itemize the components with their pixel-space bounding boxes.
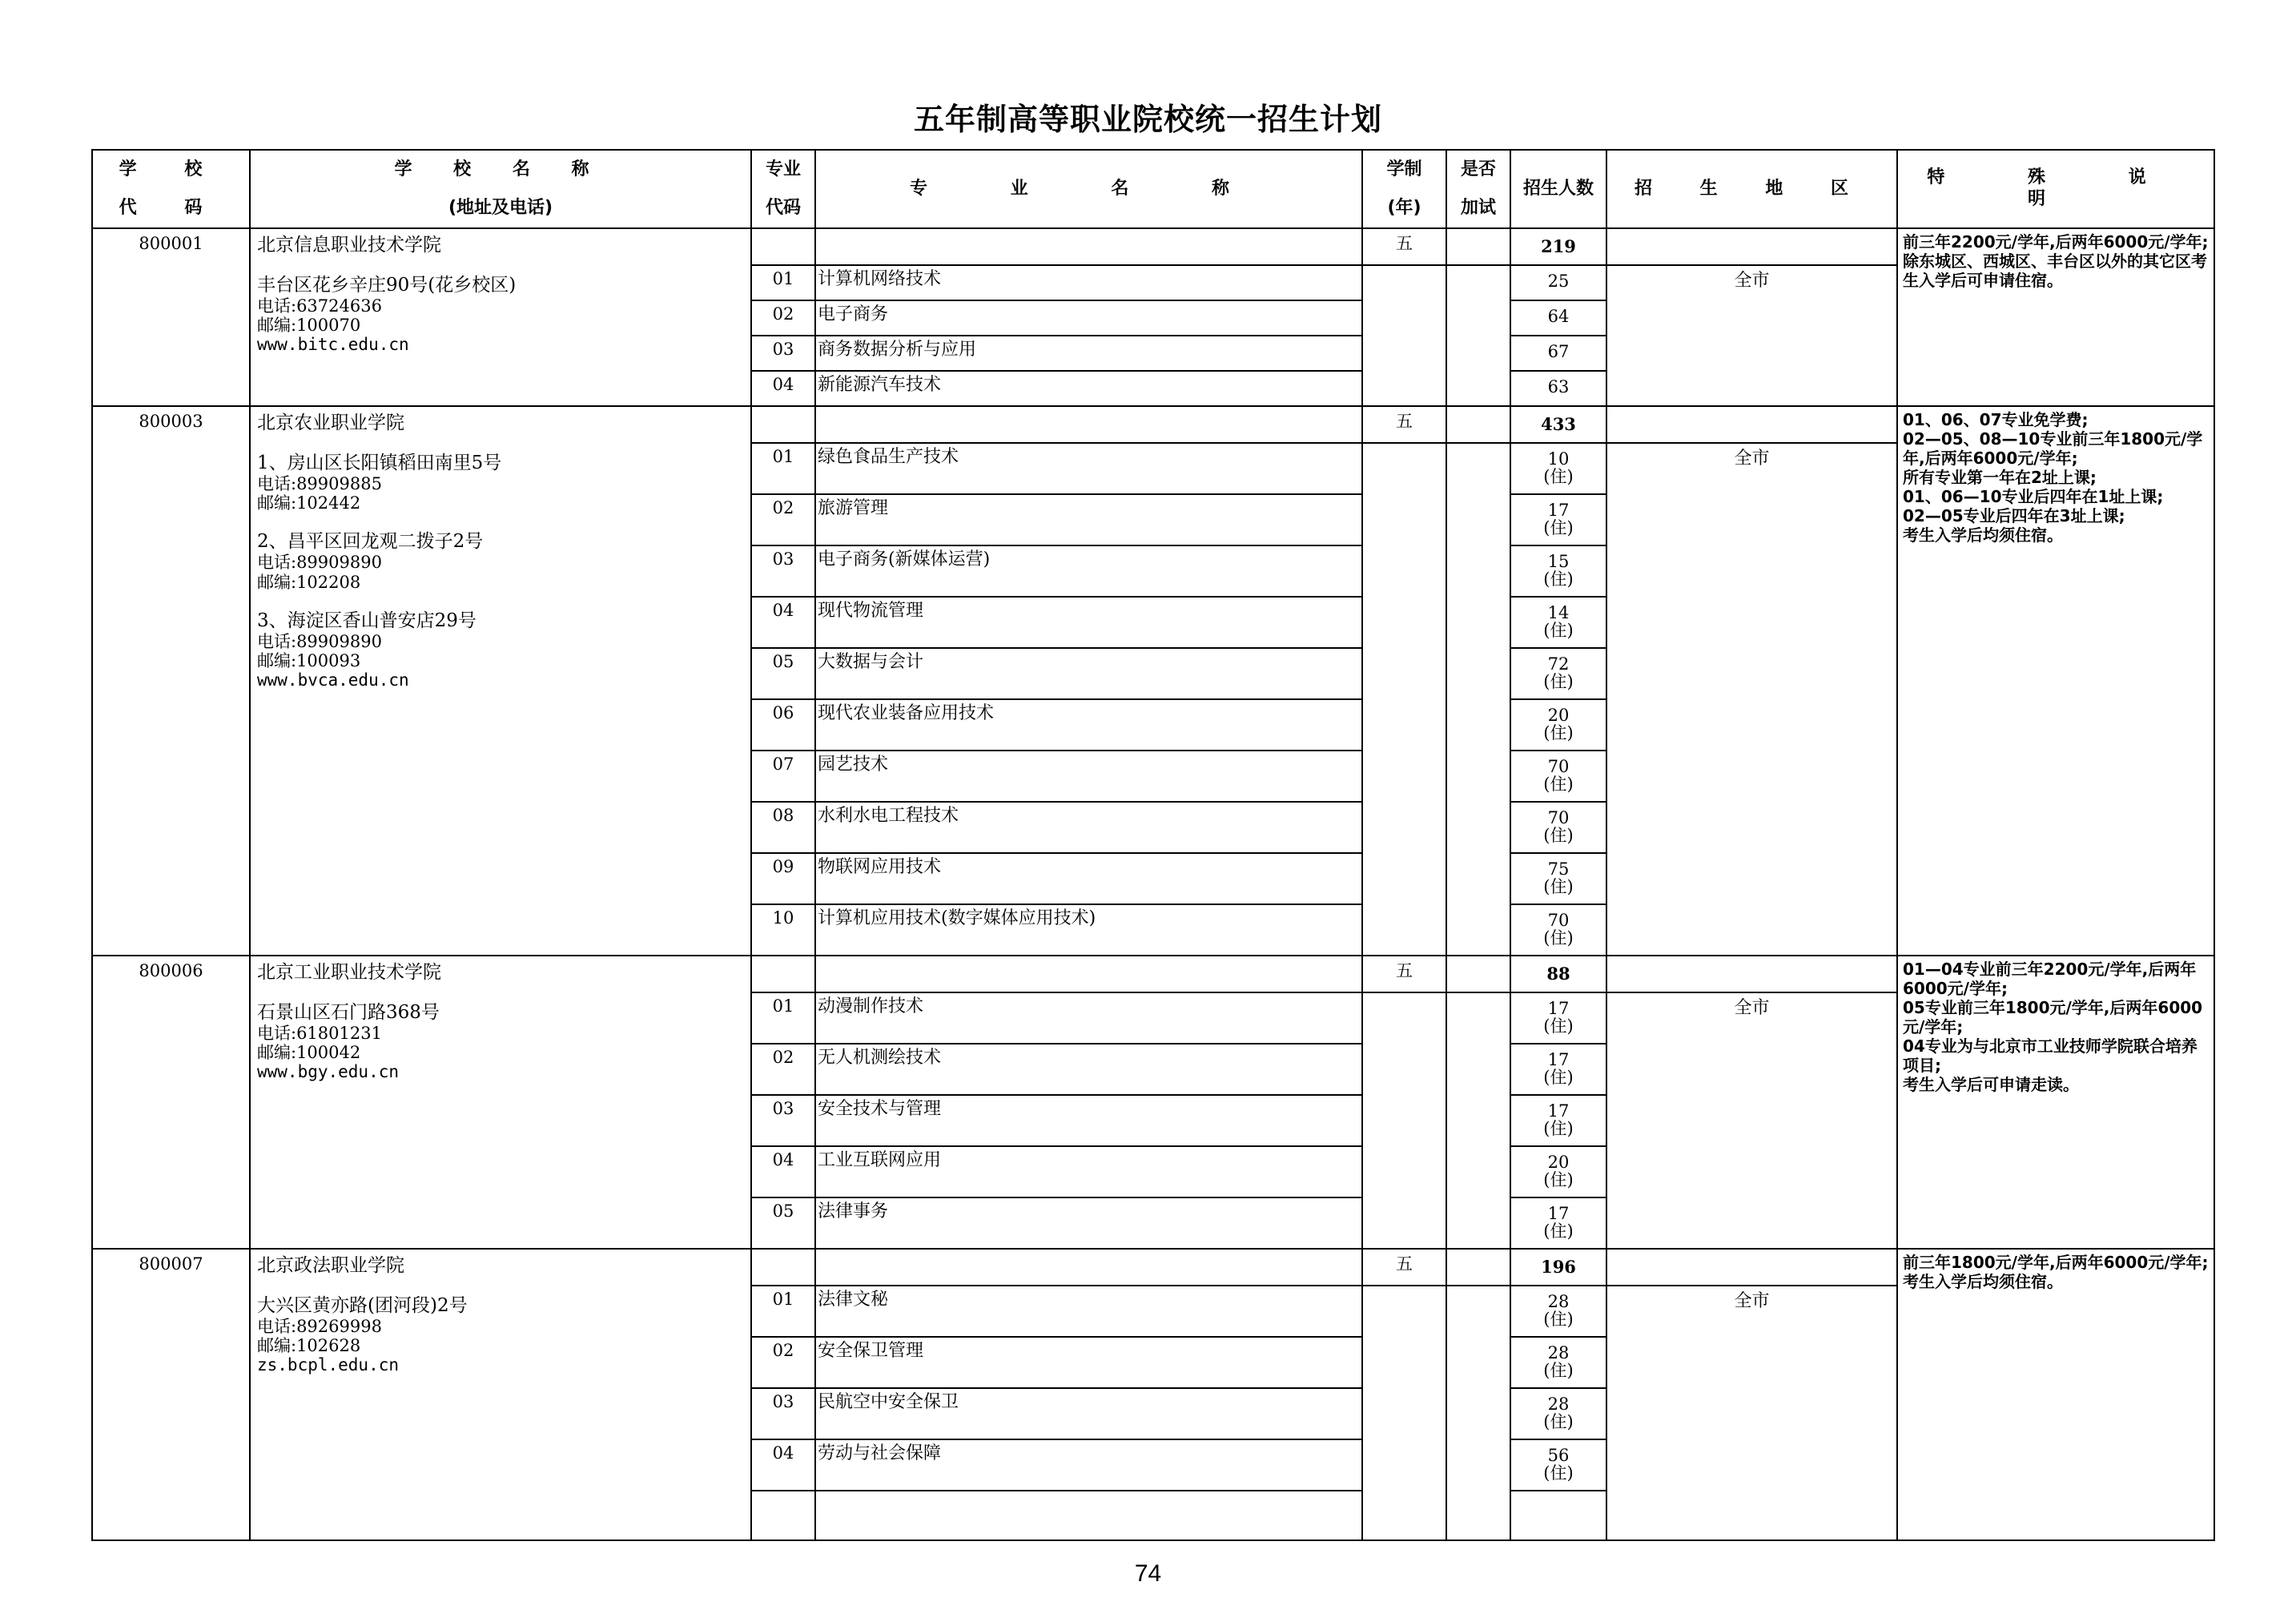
school-address-block <box>257 610 746 670</box>
major-name-empty <box>815 1249 1362 1286</box>
special-note-line: 02—05、08—10专业前三年1800元/学年,后两年6000元/学年; <box>1903 429 2203 468</box>
school-postcode: 邮编:100093 <box>257 650 361 670</box>
major-code: 01 <box>751 992 815 1044</box>
major-count-note: (住) <box>1543 723 1574 743</box>
school-phone: 电话:89909890 <box>257 553 382 573</box>
school-address-block <box>257 1001 746 1062</box>
table-header-row <box>92 150 2214 228</box>
major-count: 17 <box>1547 1050 1570 1069</box>
school-postcode: 邮编:102628 <box>257 1336 361 1356</box>
major-count: 75 <box>1547 859 1570 879</box>
school-code: 800007 <box>92 1249 250 1540</box>
school-row-800003 <box>92 406 2214 443</box>
major-count: 28 <box>1547 1292 1570 1311</box>
duration-empty <box>1362 443 1446 956</box>
special-note-line: 考生入学后可申请走读。 <box>1903 1075 2079 1094</box>
enrollment-plan-table <box>91 149 2215 1541</box>
major-count: 28 <box>1547 1343 1570 1362</box>
major-code-empty <box>751 1249 815 1286</box>
duration: 五 <box>1362 228 1446 265</box>
major-count-note: (住) <box>1543 1170 1574 1190</box>
region-empty <box>1606 956 1897 992</box>
enrollment-region: 全市 <box>1606 443 1897 956</box>
major-name: 动漫制作技术 <box>815 992 1362 1044</box>
major-name: 现代农业装备应用技术 <box>815 699 1362 751</box>
major-enrollment <box>1510 699 1606 751</box>
major-count-note: (住) <box>1543 775 1574 795</box>
total-enrollment: 433 <box>1510 406 1606 443</box>
major-name: 新能源汽车技术 <box>815 371 1362 406</box>
major-enrollment <box>1510 648 1606 699</box>
special-note-line: 除东城区、西城区、丰台区以外的其它区考生入学后可申请住宿。 <box>1903 252 2207 290</box>
major-name-empty <box>815 406 1362 443</box>
special-notes <box>1897 406 2214 956</box>
special-note-line: 01、06—10专业后四年在1址上课; <box>1903 487 2164 506</box>
major-code-empty <box>751 956 815 992</box>
school-website: zs.bcpl.edu.cn <box>257 1355 400 1375</box>
major-name: 安全保卫管理 <box>815 1337 1362 1388</box>
special-notes <box>1897 228 2214 406</box>
major-code-empty <box>751 406 815 443</box>
major-count: 17 <box>1547 501 1570 520</box>
school-row-800001 <box>92 228 2214 265</box>
header-school-name: 学 校 名 称 (地址及电话) <box>250 150 751 228</box>
header-notes: 特 殊 说 明 <box>1897 150 2214 228</box>
major-count: 70 <box>1547 911 1570 930</box>
major-count: 17 <box>1547 1204 1570 1223</box>
major-code: 04 <box>751 1146 815 1197</box>
school-info <box>250 1249 751 1540</box>
major-code: 01 <box>751 1286 815 1337</box>
major-enrollment <box>1510 336 1606 371</box>
major-count: 10 <box>1547 449 1570 469</box>
major-count-note: (住) <box>1543 826 1574 846</box>
extra-test-empty <box>1446 443 1510 956</box>
major-name: 旅游管理 <box>815 494 1362 545</box>
special-note-line: 考生入学后均须住宿。 <box>1903 1272 2063 1291</box>
major-enrollment <box>1510 1146 1606 1197</box>
major-name: 劳动与社会保障 <box>815 1439 1362 1491</box>
major-enrollment <box>1510 597 1606 648</box>
major-code: 01 <box>751 265 815 300</box>
major-name-empty <box>815 956 1362 992</box>
school-postcode: 邮编:102442 <box>257 493 361 513</box>
extra-test-empty <box>1446 265 1510 406</box>
school-address: 3、海淀区香山普安店29号 <box>257 610 476 631</box>
total-enrollment: 196 <box>1510 1249 1606 1286</box>
header-school-code: 学 校 代 码 <box>92 150 250 228</box>
major-count: 72 <box>1547 654 1570 674</box>
header-extra-test: 是否 加试 <box>1446 150 1510 228</box>
duration-empty <box>1362 265 1446 406</box>
special-note-line: 前三年2200元/学年,后两年6000元/学年; <box>1903 232 2209 252</box>
major-count: 28 <box>1547 1395 1570 1414</box>
total-enrollment: 219 <box>1510 228 1606 265</box>
duration: 五 <box>1362 406 1446 443</box>
major-enrollment <box>1510 751 1606 802</box>
major-name: 工业互联网应用 <box>815 1146 1362 1197</box>
filler-cell <box>815 1491 1362 1540</box>
enrollment-region: 全市 <box>1606 992 1897 1249</box>
special-note-line: 05专业前三年1800元/学年,后两年6000元/学年; <box>1903 998 2203 1036</box>
major-count: 17 <box>1547 1101 1570 1121</box>
major-count: 67 <box>1547 342 1570 361</box>
header-major-code: 专业 代码 <box>751 150 815 228</box>
major-name: 法律文秘 <box>815 1286 1362 1337</box>
school-postcode: 邮编:100042 <box>257 1043 361 1063</box>
major-enrollment <box>1510 1044 1606 1095</box>
major-name: 商务数据分析与应用 <box>815 336 1362 371</box>
page-number: 74 <box>1134 1560 1162 1587</box>
school-code: 800006 <box>92 956 250 1249</box>
major-code: 03 <box>751 1095 815 1146</box>
major-enrollment <box>1510 443 1606 494</box>
major-code: 01 <box>751 443 815 494</box>
major-enrollment <box>1510 992 1606 1044</box>
school-code: 800003 <box>92 406 250 956</box>
major-enrollment <box>1510 802 1606 853</box>
major-code: 04 <box>751 597 815 648</box>
major-count-note: (住) <box>1543 467 1574 487</box>
special-notes <box>1897 1249 2214 1540</box>
major-code: 03 <box>751 336 815 371</box>
school-address-block <box>257 452 746 513</box>
major-name: 民航空中安全保卫 <box>815 1388 1362 1439</box>
major-enrollment <box>1510 853 1606 904</box>
school-name: 北京工业职业技术学院 <box>257 962 441 983</box>
major-count-note: (住) <box>1543 518 1574 538</box>
header-duration: 学制 (年) <box>1362 150 1446 228</box>
region-empty <box>1606 228 1897 265</box>
school-info <box>250 228 751 406</box>
major-name: 计算机应用技术(数字媒体应用技术) <box>815 904 1362 956</box>
special-note-line: 02—05专业后四年在3址上课; <box>1903 506 2125 525</box>
major-name: 无人机测绘技术 <box>815 1044 1362 1095</box>
school-address: 大兴区黄亦路(团河段)2号 <box>257 1295 468 1317</box>
major-code: 10 <box>751 904 815 956</box>
major-count-note: (住) <box>1543 621 1574 641</box>
major-enrollment <box>1510 1439 1606 1491</box>
region-empty <box>1606 1249 1897 1286</box>
major-name: 大数据与会计 <box>815 648 1362 699</box>
filler-cell <box>1510 1491 1606 1540</box>
major-code: 05 <box>751 648 815 699</box>
school-phone: 电话:89269998 <box>257 1317 382 1337</box>
major-name-empty <box>815 228 1362 265</box>
major-name: 电子商务 <box>815 300 1362 336</box>
extra-test-empty <box>1446 992 1510 1249</box>
major-enrollment <box>1510 545 1606 597</box>
major-name: 安全技术与管理 <box>815 1095 1362 1146</box>
major-name: 物联网应用技术 <box>815 853 1362 904</box>
school-phone: 电话:63724636 <box>257 296 382 316</box>
major-count: 20 <box>1547 1153 1570 1172</box>
duration-empty <box>1362 992 1446 1249</box>
major-name: 绿色食品生产技术 <box>815 443 1362 494</box>
school-address: 丰台区花乡辛庄90号(花乡校区) <box>257 275 517 296</box>
total-enrollment: 88 <box>1510 956 1606 992</box>
major-enrollment <box>1510 904 1606 956</box>
major-name: 水利水电工程技术 <box>815 802 1362 853</box>
extra-test-empty <box>1446 1249 1510 1286</box>
major-code: 02 <box>751 300 815 336</box>
major-enrollment <box>1510 300 1606 336</box>
major-count: 25 <box>1547 272 1570 291</box>
major-count: 20 <box>1547 706 1570 725</box>
extra-test-empty <box>1446 228 1510 265</box>
major-code: 03 <box>751 1388 815 1439</box>
extra-test-empty <box>1446 1286 1510 1540</box>
region-empty <box>1606 406 1897 443</box>
school-phone: 电话:61801231 <box>257 1024 382 1044</box>
school-row-800007 <box>92 1249 2214 1286</box>
school-address: 石景山区石门路368号 <box>257 1002 440 1024</box>
major-code: 06 <box>751 699 815 751</box>
major-enrollment <box>1510 1095 1606 1146</box>
major-count-note: (住) <box>1543 1463 1574 1483</box>
major-count-note: (住) <box>1543 672 1574 692</box>
major-enrollment <box>1510 265 1606 300</box>
school-info <box>250 406 751 956</box>
major-enrollment <box>1510 371 1606 406</box>
special-note-line: 所有专业第一年在2址上课; <box>1903 468 2097 487</box>
major-count: 15 <box>1547 552 1570 571</box>
major-code: 09 <box>751 853 815 904</box>
major-code: 03 <box>751 545 815 597</box>
major-count-note: (住) <box>1543 877 1574 897</box>
major-count-note: (住) <box>1543 1068 1574 1088</box>
major-name: 现代物流管理 <box>815 597 1362 648</box>
school-name: 北京政法职业学院 <box>257 1255 404 1276</box>
school-phone: 电话:89909885 <box>257 474 382 494</box>
major-count: 17 <box>1547 999 1570 1018</box>
header-region: 招 生 地 区 <box>1606 150 1897 228</box>
duration-empty <box>1362 1286 1446 1540</box>
major-count: 70 <box>1547 808 1570 827</box>
school-row-800006 <box>92 956 2214 992</box>
special-notes <box>1897 956 2214 1249</box>
major-code: 07 <box>751 751 815 802</box>
special-note-line: 01—04专业前三年2200元/学年,后两年6000元/学年; <box>1903 960 2197 998</box>
extra-test-empty <box>1446 956 1510 992</box>
enrollment-region: 全市 <box>1606 1286 1897 1540</box>
enrollment-region: 全市 <box>1606 265 1897 406</box>
school-code: 800001 <box>92 228 250 406</box>
major-name: 电子商务(新媒体运营) <box>815 545 1362 597</box>
document-title: 五年制高等职业院校统一招生计划 <box>913 102 1382 137</box>
header-major-name: 专 业 名 称 <box>815 150 1362 228</box>
major-enrollment <box>1510 1286 1606 1337</box>
duration: 五 <box>1362 1249 1446 1286</box>
major-enrollment <box>1510 494 1606 545</box>
school-postcode: 邮编:100070 <box>257 316 361 336</box>
major-count: 14 <box>1547 603 1570 622</box>
major-count-note: (住) <box>1543 1361 1574 1381</box>
special-note-line: 01、06、07专业免学费; <box>1903 410 2089 429</box>
special-note-line: 考生入学后均须住宿。 <box>1903 525 2063 545</box>
special-note-line: 04专业为与北京市工业技师学院联合培养项目; <box>1903 1036 2197 1075</box>
major-code-empty <box>751 228 815 265</box>
major-count-note: (住) <box>1543 1310 1574 1330</box>
school-phone: 电话:89909890 <box>257 631 382 651</box>
major-count: 63 <box>1547 377 1570 396</box>
school-address-block <box>257 274 746 335</box>
school-website: www.bitc.edu.cn <box>257 335 409 355</box>
major-code: 02 <box>751 494 815 545</box>
major-enrollment <box>1510 1197 1606 1249</box>
major-count-note: (住) <box>1543 1016 1574 1036</box>
major-name: 园艺技术 <box>815 751 1362 802</box>
school-address-block <box>257 530 746 591</box>
duration: 五 <box>1362 956 1446 992</box>
school-address-block <box>257 1294 746 1355</box>
major-name: 计算机网络技术 <box>815 265 1362 300</box>
school-address: 2、昌平区回龙观二拨子2号 <box>257 531 484 553</box>
major-count-note: (住) <box>1543 928 1574 948</box>
major-code: 08 <box>751 802 815 853</box>
major-count: 64 <box>1547 307 1570 326</box>
major-code: 04 <box>751 371 815 406</box>
major-code: 02 <box>751 1337 815 1388</box>
major-count: 56 <box>1547 1446 1570 1465</box>
major-code: 02 <box>751 1044 815 1095</box>
header-enrollment: 招生人数 <box>1510 150 1606 228</box>
school-website: www.bvca.edu.cn <box>257 670 409 690</box>
school-address: 1、房山区长阳镇稻田南里5号 <box>257 453 502 474</box>
school-info <box>250 956 751 1249</box>
major-name: 法律事务 <box>815 1197 1362 1249</box>
major-code: 04 <box>751 1439 815 1491</box>
major-count-note: (住) <box>1543 1119 1574 1139</box>
major-code: 05 <box>751 1197 815 1249</box>
school-website: www.bgy.edu.cn <box>257 1062 400 1082</box>
major-count-note: (住) <box>1543 1412 1574 1432</box>
special-note-line: 前三年1800元/学年,后两年6000元/学年; <box>1903 1253 2209 1272</box>
major-enrollment <box>1510 1337 1606 1388</box>
major-enrollment <box>1510 1388 1606 1439</box>
school-postcode: 邮编:102208 <box>257 572 361 592</box>
extra-test-empty <box>1446 406 1510 443</box>
major-count-note: (住) <box>1543 570 1574 590</box>
school-name: 北京信息职业技术学院 <box>257 235 441 256</box>
major-count: 70 <box>1547 757 1570 776</box>
major-count-note: (住) <box>1543 1222 1574 1242</box>
filler-cell <box>751 1491 815 1540</box>
school-name: 北京农业职业学院 <box>257 413 404 433</box>
